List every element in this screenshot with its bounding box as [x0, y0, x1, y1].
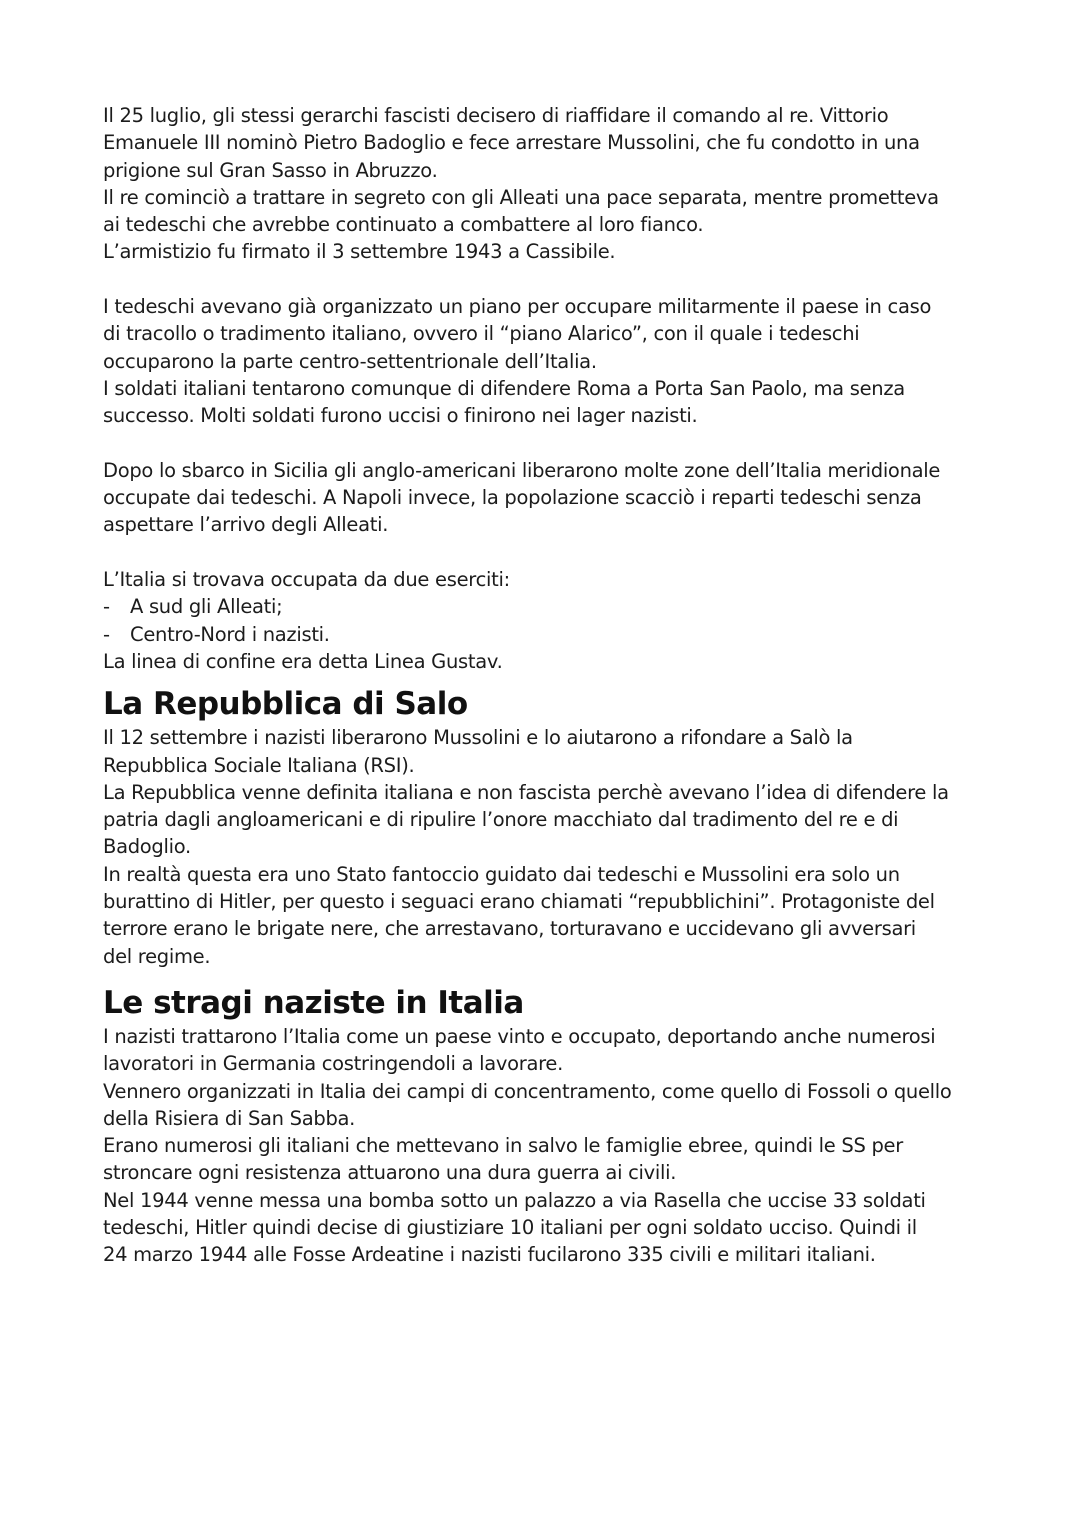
text-line: Vennero organizzati in Italia dei campi di concentramento, come quello di Fossoli o quello: [103, 1079, 952, 1103]
intro-section: [103, 102, 983, 675]
text-line: Badoglio.: [103, 835, 191, 859]
text-line: Il 12 settembre i nazisti liberarono Mussolini e lo aiutarono a rifondare a Salò la: [103, 726, 853, 750]
text-line: Emanuele III nominò Pietro Badoglio e fece arrestare Mussolini, che fu condotto in una: [103, 131, 920, 155]
paragraph-armistizio: [103, 102, 983, 266]
text-line: I soldati italiani tentarono comunque di difendere Roma a Porta San Paolo, ma senza: [103, 376, 905, 400]
text-line: Nel 1944 venne messa una bomba sotto un palazzo a via Rasella che uccise 33 soldati: [103, 1188, 926, 1212]
salo-section: [103, 684, 983, 970]
text-line: Il 25 luglio, gli stessi gerarchi fascisti decisero di riaffidare il comando al re. Vittorio: [103, 104, 889, 127]
text-line: Dopo lo sbarco in Sicilia gli anglo-americani liberarono molte zone dell’Italia meridionale: [103, 458, 941, 482]
text-line: aspettare l’arrivo degli Alleati.: [103, 513, 389, 537]
text-line: Erano numerosi gli italiani che mettevano in salvo le famiglie ebree, quindi le SS per: [103, 1134, 903, 1158]
text-line: lavoratori in Germania costringendoli a lavorare.: [103, 1052, 564, 1076]
text-line: di tracollo o tradimento italiano, ovvero il “piano Alarico”, con il quale i tedeschi: [103, 322, 860, 346]
text-line: occupate dai tedeschi. A Napoli invece, la popolazione scacciò i reparti tedeschi senza: [103, 486, 922, 510]
text-line: stroncare ogni resistenza attuarono una dura guerra ai civili.: [103, 1161, 677, 1185]
list-item: [103, 593, 983, 620]
paragraph-salo: [103, 724, 983, 970]
text-line: della Risiera di San Sabba.: [103, 1106, 356, 1130]
text-line: I tedeschi avevano già organizzato un piano per occupare militarmente il paese in caso: [103, 295, 932, 319]
stragi-section: [103, 983, 983, 1269]
section-heading-salo: La Repubblica di Salo: [103, 686, 468, 723]
text-line: I nazisti trattarono l’Italia come un paese vinto e occupato, deportando anche numerosi: [103, 1024, 936, 1048]
dash-bullet: -: [103, 622, 110, 646]
text-line: tedeschi, Hitler quindi decise di giustiziare 10 italiani per ogni soldato ucciso. Quindi il: [103, 1215, 917, 1239]
text-line: Repubblica Sociale Italiana (RSI).: [103, 753, 415, 777]
text-line: ai tedeschi che avrebbe continuato a combattere al loro fianco.: [103, 213, 704, 237]
list-item-text: A sud gli Alleati;: [130, 595, 283, 619]
document-page: [103, 102, 983, 1269]
text-line: successo. Molti soldati furono uccisi o finirono nei lager nazisti.: [103, 404, 698, 428]
text-line: In realtà questa era uno Stato fantoccio guidato dai tedeschi e Mussolini era solo un: [103, 862, 900, 886]
text-line: terrore erano le brigate nere, che arrestavano, torturavano e uccidevano gli avversari: [103, 917, 916, 941]
text-line: occuparono la parte centro-settentrionale dell’Italia.: [103, 349, 597, 373]
paragraph-piano-alarico: [103, 293, 983, 429]
paragraph-sbarco-sicilia: [103, 457, 983, 539]
text-line: burattino di Hitler, per questo i seguaci erano chiamati “repubblichini”. Protagoniste del: [103, 890, 935, 914]
text-line: La linea di confine era detta Linea Gustav.: [103, 649, 503, 673]
paragraph-stragi: [103, 1023, 983, 1269]
section-heading-stragi: Le stragi naziste in Italia: [103, 984, 524, 1021]
text-line: prigione sul Gran Sasso in Abruzzo.: [103, 158, 438, 182]
text-line: 24 marzo 1944 alle Fosse Ardeatine i nazisti fucilarono 335 civili e militari italiani.: [103, 1243, 876, 1267]
dash-bullet: -: [103, 595, 110, 619]
list-item-text: Centro-Nord i nazisti.: [130, 622, 330, 646]
occupation-list: [103, 593, 983, 648]
text-line: L’Italia si trovava occupata da due eserciti:: [103, 568, 510, 592]
list-item: [103, 621, 983, 648]
text-line: del regime.: [103, 944, 211, 968]
text-line: Il re cominciò a trattare in segreto con gli Alleati una pace separata, mentre prometteva: [103, 185, 939, 209]
paragraph-linea-gustav: [103, 566, 983, 675]
text-line: La Repubblica venne definita italiana e non fascista perchè avevano l’idea di difendere la: [103, 780, 949, 804]
text-line: patria dagli angloamericani e di ripulire l’onore macchiato dal tradimento del re e di: [103, 808, 899, 832]
text-line: L’armistizio fu firmato il 3 settembre 1943 a Cassibile.: [103, 240, 616, 264]
